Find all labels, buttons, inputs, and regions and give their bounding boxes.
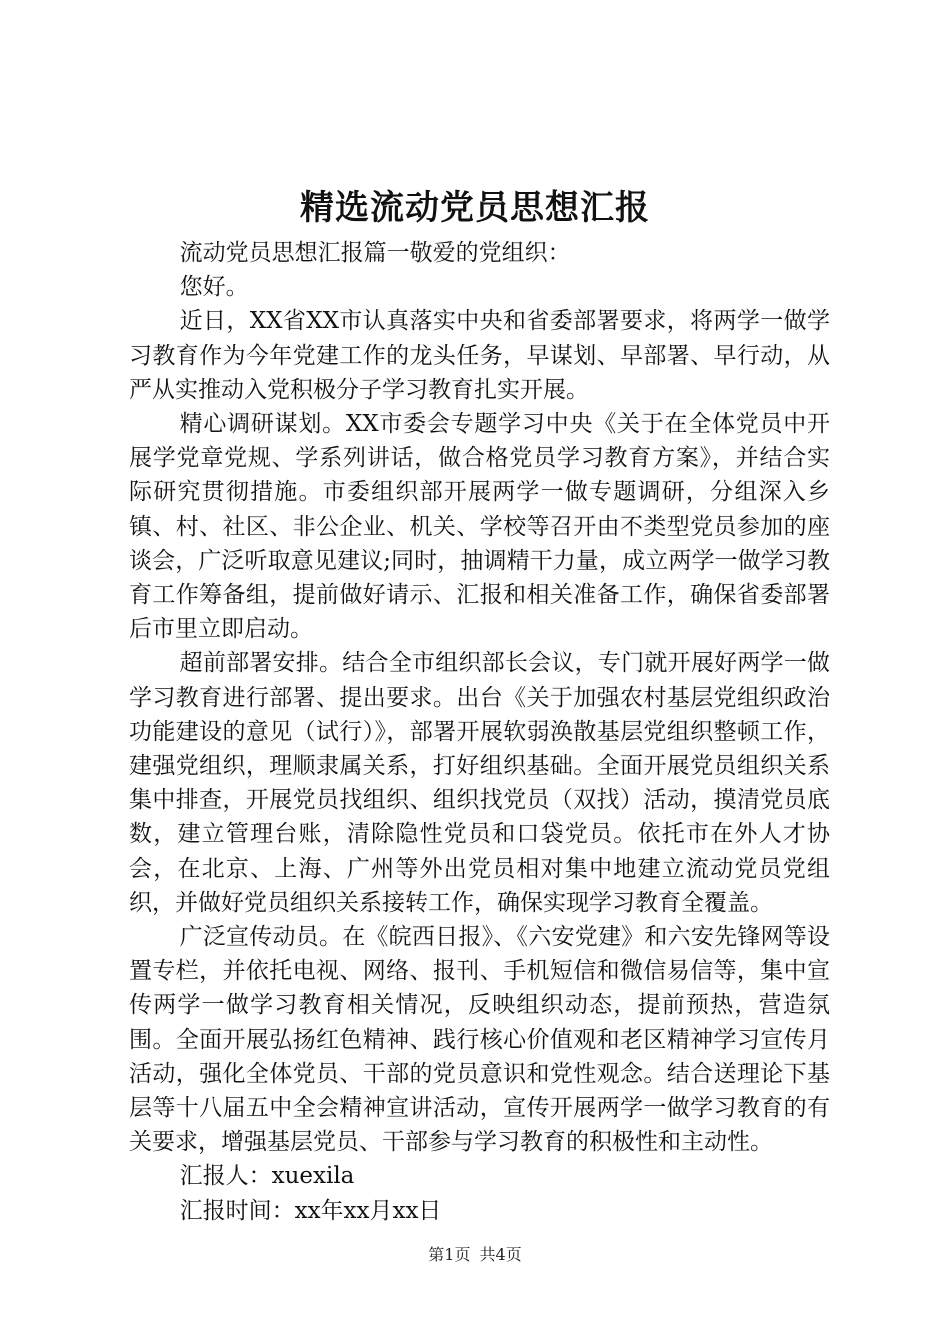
- document-body: [129, 236, 830, 1228]
- reporter-line: 汇报人：xuexila: [179, 1163, 355, 1190]
- intro-paragraph: 近日，XX省XX市认真落实中央和省委部署要求，将两学一做学习教育作为今年党建工作的龙头任务，早谋划、早部署、早行动，从严从实推动入党积极分子学习教育扎实开展。: [129, 308, 830, 403]
- document-title: 精选流动党员思想汇报: [300, 188, 650, 228]
- deployment-paragraph: 超前部署安排。结合全市组织部长会议，专门就开展好两学一做学习教育进行部署、提出要求。出台《关于加强农村基层党组织政治功能建设的意见（试行）》，部署开展软弱涣散基层党组织整顿工作，建强党组织，理顺隶属关系，打好组织基础。全面开展党员组织关系集中排查，开展党员找组织、组织找党员（双找）活动，摸清党员底数，建立管理台账，清除隐性党员和口袋党员。依托市在外人才协会，在北京、上海、广州等外出党员相对集中地建立流动党员党组织，并做好党员组织关系接转工作，确保实现学习教育全覆盖。: [129, 650, 830, 916]
- page-total: 共4页: [479, 1245, 522, 1264]
- salutation-paragraph: 流动党员思想汇报篇一敬爱的党组织：: [179, 240, 571, 266]
- page-footer: [0, 1244, 950, 1266]
- report-date-line: 汇报时间：xx年xx月xx日: [179, 1197, 442, 1224]
- research-paragraph: 精心调研谋划。XX市委会专题学习中央《关于在全体党员中开展学党章党规、学系列讲话，做合格党员学习教育方案》，并结合实际研究贯彻措施。市委组织部开展两学一做专题调研，分组深入乡镇、村、社区、非公企业、机关、学校等召开由不类型党员参加的座谈会，广泛听取意见建议;同时，抽调精干力量，成立两学一做学习教育工作筹备组，提前做好请示、汇报和相关准备工作，确保省委部署后市里立即启动。: [129, 411, 830, 643]
- page-number: 第1页: [428, 1245, 471, 1264]
- publicity-paragraph: 广泛宣传动员。在《皖西日报》、《六安党建》和六安先锋网等设置专栏，并依托电视、网络、报刊、手机短信和微信易信等，集中宣传两学一做学习教育相关情况，反映组织动态，提前预热，营造氛围。全面开展弘扬红色精神、践行核心价值观和老区精神学习宣传月活动，强化全体党员、干部的党员意识和党性观念。结合送理论下基层等十八届五中全会精神宣讲活动，宣传开展两学一做学习教育的有关要求，增强基层党员、干部参与学习教育的积极性和主动性。: [129, 924, 830, 1156]
- greeting-paragraph: 您好。: [179, 274, 249, 301]
